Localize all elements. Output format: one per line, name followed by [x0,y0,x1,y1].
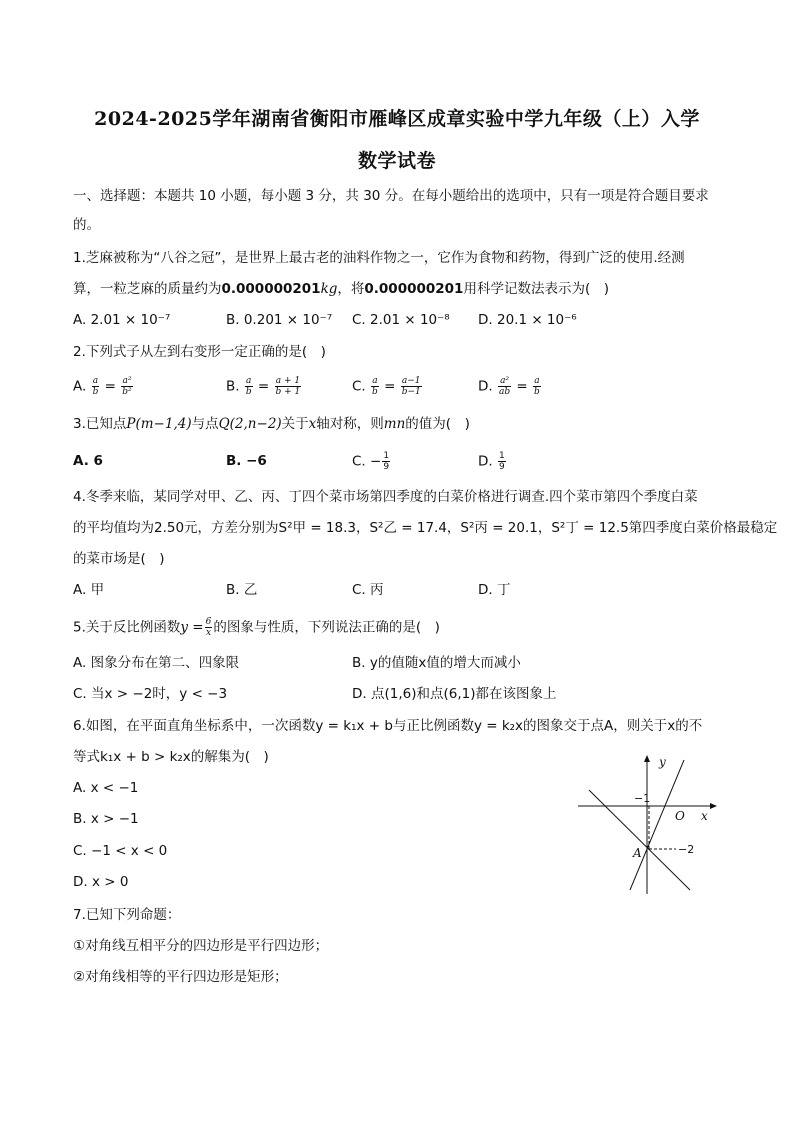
fraction: $\frac{1}{9}$ [383,451,390,472]
q1-text: 用科学记数法表示为( ) [463,281,609,297]
fraction: $\frac{6}{x}$ [205,617,212,638]
q1-option-c: C. 2.01 × 10⁻⁸ [352,312,450,328]
q2-option-c-label: C. [352,378,366,395]
q3-text: 与点 [191,416,219,432]
section-instruction-cont: 的。 [73,217,100,233]
q6-stem-line1: 6.如图，在平面直角坐标系中，一次函数y = k₁x + b与正比例函数y = k₂x的图象交于点A，则关于x的不 [73,718,703,734]
x-axis-arrow-icon [710,803,717,809]
q2-stem: 2.下列式子从左到右变形一定正确的是( ) [73,344,326,360]
graph-origin-label: O [675,809,685,823]
q1-option-b: B. 0.201 × 10⁻⁷ [226,312,333,328]
graph-neg1-label: −1 [634,792,651,805]
q3-text: 3.已知点 [73,416,127,432]
fraction: $\frac{a-1}{b-1}$ [401,376,421,397]
fraction: $\frac{\text{a²}}{ab}$ [498,376,511,397]
q6-option-a: A. x < −1 [73,780,139,796]
q2-option-d: D. $\frac{\text{a²}}{ab}$ = $\frac{a}{b}$ [478,376,540,397]
q6-option-c: C. −1 < x < 0 [73,843,168,859]
q3-option-b: B. −6 [226,453,267,469]
q3-product: mn [383,416,406,432]
q4-option-b: B. 乙 [226,582,258,598]
q5-function: y = [180,619,204,636]
q1-unit: kg [320,281,338,297]
q3-point-p: P(m−1,4) [126,416,192,432]
q2-option-d-label: D. [478,378,493,395]
q5-option-c: C. 当x > −2时，y < −3 [73,686,228,702]
fraction: $\frac{a}{b}$ [372,376,378,397]
q1-option-a: A. 2.01 × 10⁻⁷ [73,312,171,328]
q3-option-a: A. 6 [73,453,103,469]
q7-item-2: ②对角线相等的平行四边形是矩形； [73,969,288,985]
q6-stem-line2: 等式k₁x + b > k₂x的解集为( ) [73,749,269,765]
exam-title-line1: 2024-2025学年湖南省衡阳市雁峰区成章实验中学九年级（上）入学 [94,108,700,130]
q3-option-d [478,451,507,472]
q1-stem-line1: 1.芝麻被称为“八谷之冠”，是世界上最古老的油料作物之一，它作为食物和药物，得到广泛的使用.经测 [73,250,685,266]
graph-x-label: x [701,809,708,823]
q5-text: 5.关于反比例函数 [73,619,181,636]
q7-stem: 7.已知下列命题： [73,907,181,923]
q1-stem-line2 [73,279,609,299]
q5-option-d: D. 点(1,6)和点(6,1)都在该图象上 [352,686,557,702]
q4-option-c: C. 丙 [352,582,384,598]
fraction: $\frac{a + 1}{b + 1}$ [275,376,301,397]
q4-stem-line2: 的平均值均为2.50元，方差分别为S²甲 = 18.3，S²乙 = 17.4，S²丙 = 20.1，S²丁 = 12.5第四季度白菜价格最稳定 [73,520,778,536]
fraction: $\frac{\text{a²}}{\text{b²}}$ [122,376,132,397]
q4-option-d: D. 丁 [478,582,511,598]
q6-option-b: B. x > −1 [73,811,139,827]
y-axis-arrow-icon [644,755,650,762]
line-k1x-plus-b [589,790,690,890]
line-k2x [630,760,684,890]
q6-option-d: D. x > 0 [73,874,129,890]
q1-text: 算，一粒芝麻的质量约为 [73,281,222,297]
q4-stem-line1: 4.冬季来临，某同学对甲、乙、丙、丁四个菜市场第四季度的白菜价格进行调查.四个菜市第四个季度白菜 [73,489,698,505]
fraction: $\frac{a}{b}$ [534,376,540,397]
q5-option-b: B. y的值随x值的增大而减小 [352,655,521,671]
q2-option-b-label: B. [226,378,240,395]
q3-text: 的值为( ) [405,416,470,432]
graph-neg2-label: −2 [678,843,695,856]
q3-stem [73,414,470,434]
q3-axis: x [308,416,317,432]
fraction: $\frac{1}{9}$ [498,451,505,472]
q3-option-c-label: C. [352,453,366,470]
q4-option-a: A. 甲 [73,582,105,598]
q5-stem [73,617,440,638]
q3-text: 关于 [281,416,309,432]
graph-y-label: y [659,755,666,769]
q1-number: 0.000000201 [364,281,464,297]
q3-option-c: C. − $\frac{1}{9}$ [352,451,390,472]
fraction: $\frac{a}{b}$ [245,376,252,397]
graph-point-a-label: A [633,846,642,860]
q2-option-a-label: A. [73,378,87,395]
q2-option-b: B. $\frac{a}{b}$ = $\frac{a + 1}{b + 1}$ [226,376,301,397]
exam-title-line2: 数学试卷 [357,150,436,172]
q5-text: 的图象与性质，下列说法正确的是( ) [213,619,440,636]
q3-option-d-label: D. [478,453,493,470]
q1-text: ，将 [337,281,365,297]
q2-option-a: A. $\frac{a}{b}$ = $\frac{\text{a²}}{\text{b²}}$ [73,376,132,397]
q1-option-d: D. 20.1 × 10⁻⁶ [478,312,577,328]
q1-number: 0.000000201 [221,281,321,297]
q6-coordinate-graph [578,754,718,894]
section-instruction: 一、选择题：本题共 10 小题，每小题 3 分，共 30 分。在每小题给出的选项中，只有一项是符合题目要求 [73,188,709,204]
q5-option-a: A. 图象分布在第二、四象限 [73,655,240,671]
q4-stem-line3: 的菜市场是( ) [73,551,165,567]
q2-option-c: C. $\frac{a}{b}$ = $\frac{a-1}{b-1}$ [352,376,421,397]
q3-text: 轴对称，则 [316,416,384,432]
q7-item-1: ①对角线互相平分的四边形是平行四边形； [73,938,329,954]
fraction: $\frac{a}{b}$ [92,376,99,397]
q3-point-q: Q(2,n−2) [218,416,282,432]
